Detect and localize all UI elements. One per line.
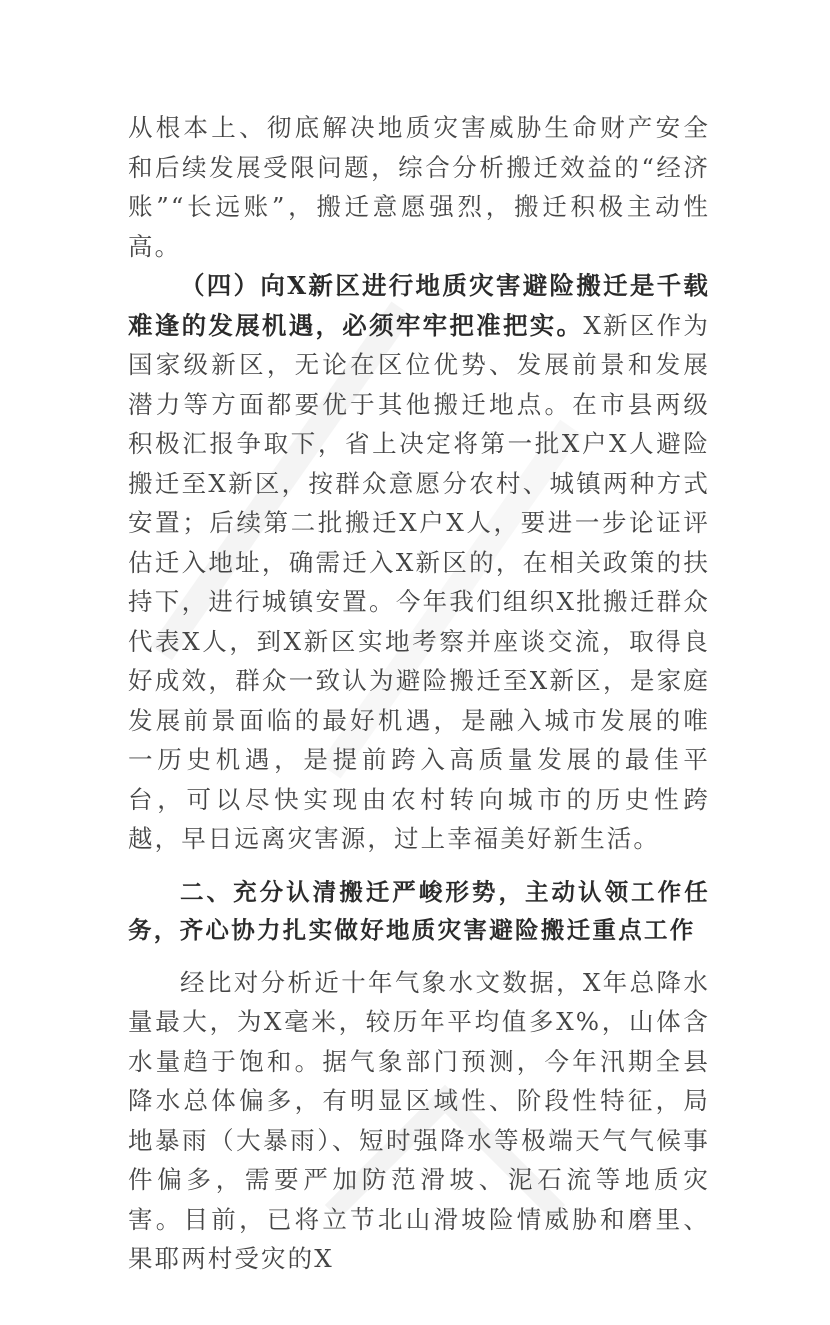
paragraph-weather-analysis: 经比对分析近十年气象水文数据，X年总降水量最大，为X毫米，较历年平均值多X%，山体含水量趋于饱和。据气象部门预测，今年汛期全县降水总体偏多，有明显区域性、阶段性特征，局地暴雨（大暴雨）、短时强降水等极端天气气候事件偏多，需要严加防范滑坡、泥石流等地质灾害。目前，已将立节北山滑坡险情威胁和磨里、果耶两村受灾的X xyxy=(128,967,710,1273)
paragraph-continuation: 从根本上、彻底解决地质灾害威胁生命财产安全和后续发展受限问题，综合分析搬迁效益的“经济账”“长远账”，搬迁意愿强烈，搬迁积极主动性高。 xyxy=(128,113,710,261)
document-body xyxy=(128,108,710,1279)
paragraph-subsection-four xyxy=(128,266,710,859)
subsection-body-text: X新区作为国家级新区，无论在区位优势、发展前景和发展潜力等方面都要优于其他搬迁地点。在市县两级积极汇报争取下，省上决定将第一批X户X人避险搬迁至X新区，按群众意愿分农村、城镇两种方式安置；后续第二批搬迁X户X人，要进一步论证评估迁入地址，确需迁入X新区的，在相关政策的扶持下，进行城镇安置。今年我们组织X批搬迁群众代表X人，到X新区实地考察并座谈交流，取得良好成效，群众一致认为避险搬迁至X新区，是家庭发展前景面临的最好机遇，是融入城市发展的唯一历史机遇，是提前跨入高质量发展的最佳平台，可以尽快实现由农村转向城市的历史性跨越，早日远离灾害源，过上幸福美好新生活。 xyxy=(128,310,710,853)
subsection-lead-sentence: （四）向X新区进行地质灾害避险搬迁是千载难逢的发展机遇，必须牢牢把准把实。 xyxy=(128,271,710,340)
section-heading-two: 二、充分认清搬迁严峻形势，主动认领工作任务，齐心协力扎实做好地质灾害避险搬迁重点工作 xyxy=(128,877,710,944)
